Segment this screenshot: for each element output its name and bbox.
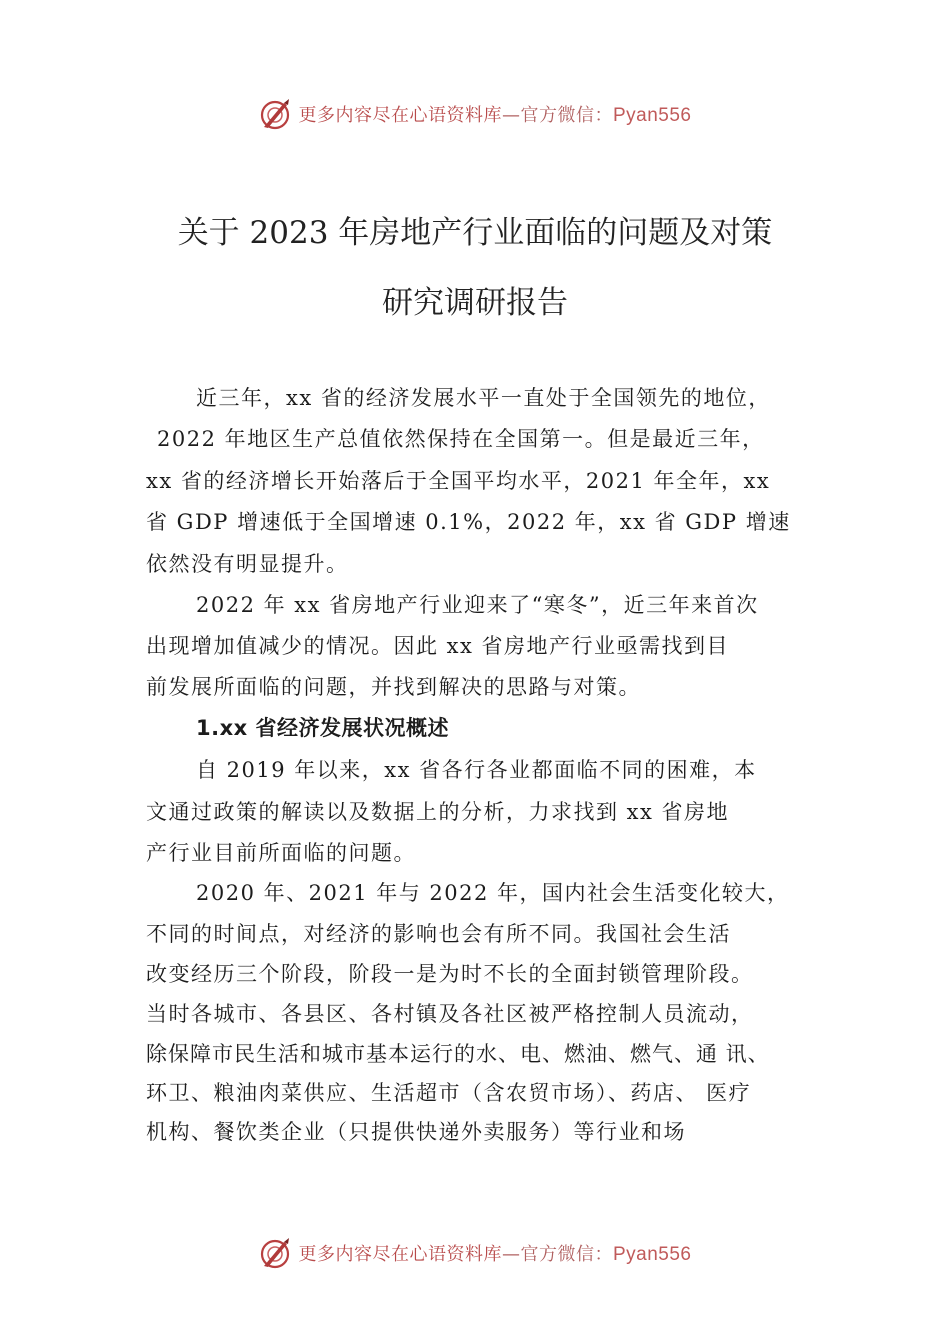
body-line: 文通过政策的解读以及数据上的分析，力求找到 xx 省房地 bbox=[146, 800, 730, 824]
brush-logo-icon bbox=[258, 97, 292, 131]
watermark-wechat-id: Pyan556 bbox=[612, 105, 692, 126]
body-line: 近三年，xx 省的经济发展水平一直处于全国领先的地位， bbox=[196, 386, 771, 410]
body-line: 机构、餐饮类企业（只提供快递外卖服务）等行业和场 bbox=[146, 1120, 686, 1144]
brush-logo-icon bbox=[258, 1236, 292, 1270]
body-line: 环卫、粮油肉菜供应、生活超市（含农贸市场）、药店、 医疗 bbox=[146, 1081, 752, 1105]
body-line: 不同的时间点，对经济的影响也会有所不同。我国社会生活 bbox=[146, 922, 731, 946]
watermark-wechat-label: —官方微信： bbox=[501, 105, 613, 126]
body-line: 改变经历三个阶段，阶段一是为时不长的全面封锁管理阶段。 bbox=[146, 962, 754, 986]
watermark-wechat-id: Pyan556 bbox=[612, 1244, 692, 1265]
watermark-site: 更多内容尽在心语资料库 bbox=[298, 1244, 502, 1265]
document-title-line-1: 关于 2023 年房地产行业面临的问题及对策 bbox=[177, 215, 773, 251]
body-line: 产行业目前所面临的问题。 bbox=[146, 841, 416, 865]
watermark-text bbox=[298, 1240, 691, 1266]
body-line: 省 GDP 增速低于全国增速 0.1%，2022 年，xx 省 GDP 增速 bbox=[146, 510, 791, 534]
watermark-wechat-label: —官方微信： bbox=[501, 1244, 613, 1265]
body-line: 2022 年地区生产总值依然保持在全国第一。但是最近三年， bbox=[157, 427, 765, 451]
footer-watermark bbox=[0, 1233, 950, 1273]
body-line: 前发展所面临的问题，并找到解决的思路与对策。 bbox=[146, 675, 641, 699]
body-line: 2020 年、2021 年与 2022 年，国内社会生活变化较大， bbox=[196, 881, 790, 905]
body-line: 出现增加值减少的情况。因此 xx 省房地产行业亟需找到目 bbox=[146, 634, 730, 658]
body-line: xx 省的经济增长开始落后于全国平均水平，2021 年全年，xx bbox=[146, 469, 771, 493]
body-line: 自 2019 年以来，xx 省各行各业都面临不同的困难，本 bbox=[196, 758, 757, 782]
body-line: 依然没有明显提升。 bbox=[146, 552, 349, 576]
body-line: 除保障市民生活和城市基本运行的水、电、燃油、燃气、通 讯、 bbox=[146, 1042, 770, 1066]
header-watermark bbox=[0, 94, 950, 134]
body-line: 2022 年 xx 省房地产行业迎来了“寒冬”，近三年来首次 bbox=[196, 593, 759, 617]
watermark-text bbox=[298, 101, 691, 127]
body-line: 当时各城市、各县区、各村镇及各社区被严格控制人员流动， bbox=[146, 1002, 754, 1026]
watermark-site: 更多内容尽在心语资料库 bbox=[298, 105, 502, 126]
document-title-line-2: 研究调研报告 bbox=[382, 285, 568, 321]
section-heading: 1.xx 省经济发展状况概述 bbox=[196, 716, 449, 740]
